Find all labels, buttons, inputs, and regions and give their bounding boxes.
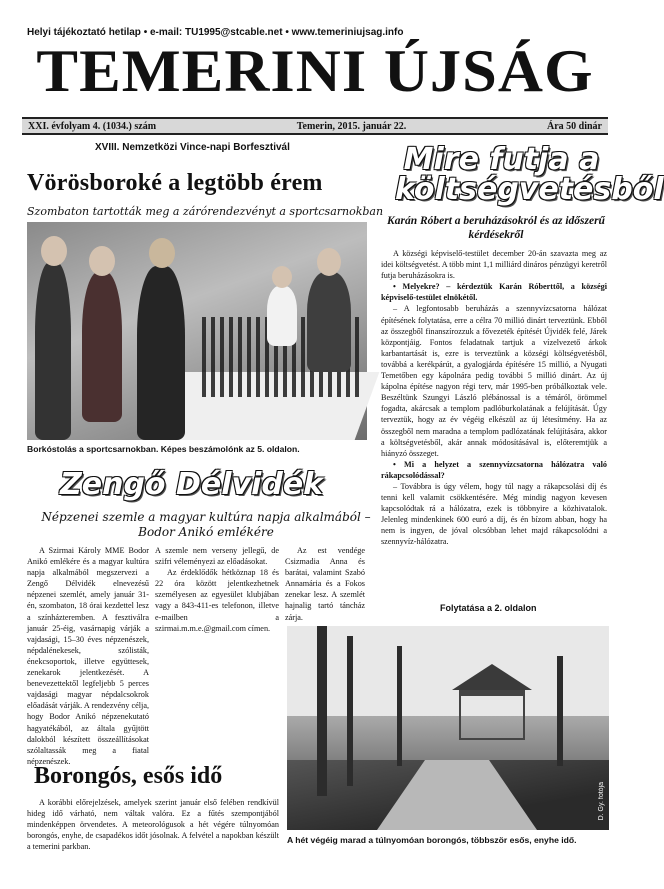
photo-head xyxy=(272,266,292,288)
budget-headline xyxy=(395,142,664,207)
photo-tree xyxy=(397,646,402,766)
budget-paragraph: – A legfontosabb beruházás a szennyvízcsatorna hálózat építésének folytatása, erre a célra 70 millió dinárt terveztünk. Ebből az összegből finanszírozzuk a fővezeték építését Újvidék felé, Járek központjáig. Fontos feladatnak tartjuk a vízelvezető árkok karbantartását is, ezre is terveztünk a községi költségvetésből, továbbá a kerékpárút, a gyalogjárda építésére 15 millió, a Nyugati Temetőben egy kápolnára pedig további 5 millió dinárt. Az új kápolna építése nagyon régi terv, már 1995-ben próbálkoztak vele. Beszéltünk Szungyi László plébánossal is a témáról, örömmel fogadta, akárcsak a templom padlóburkolatának a felújítását. Úgy terveztük, hogy az év végéig elkészül az új létesítmény. Ha az összegből nem maradna a templom padlózatának felújítására, akkor a költségvetésből, akár annak módosításával is, előteremtjük a hiányzó összeget. xyxy=(381,304,607,458)
wine-subhead: Szombaton tartották meg a zárórendezvényt a sportcsarnokban xyxy=(27,205,384,218)
continued-notice: Folytatása a 2. oldalon xyxy=(440,603,537,613)
budget-paragraph: A községi képviselő-testület december 20-án szavazta meg az idei költségvetést. A több mint 1,1 milliárd dináros pénzügyi keretről futja beruházásokra is. xyxy=(381,249,607,281)
issue-date: Temerin, 2015. január 22. xyxy=(296,120,407,132)
zengo-column-1 xyxy=(27,545,149,767)
photo-person xyxy=(35,262,71,440)
budget-question: • Mi a helyzet a szennyvízcsatorna hálózatra való rákapcsolódással? xyxy=(381,459,607,480)
issue-info-bar xyxy=(22,117,608,135)
masthead-info-line: Helyi tájékoztató hetilap • e-mail: TU1995@stcable.net • www.temeriniujsag.info xyxy=(27,27,404,38)
zengo-paragraph: Az est vendége Csizmadia Anna és barátai, valamint Szabó Annamária és a Fokos zenekar lesz. A szemlét hajnalig tartó táncház zárja. xyxy=(285,546,365,622)
photo-person xyxy=(307,272,351,372)
budget-headline-line1: Mire futja a xyxy=(403,142,600,177)
issue-price: Ára 50 dinár xyxy=(547,120,602,132)
photo-person xyxy=(137,266,185,440)
zengo-subhead: Népzenei szemle a magyar kultúra napja alkalmából – Bodor Anikó emlékére xyxy=(41,510,371,539)
zengo-headline: Zengő Délvidék xyxy=(60,467,324,502)
budget-paragraph: – Továbbra is úgy vélem, hogy túl nagy a rákapcsolási díj és tenni kell valamit csökkentésére. Még mindig nagyon kevesen kapcsolódtak rá a hálózatra, ezek is többnyire a közhivatalok. Jelenleg mindenkinek 600 euró a díj, és én bízom abban, hogy ha nem is ingyen, de jóval olcsóbban lehet majd rákapcsolódni a szennyvíz-hálózatra. xyxy=(381,481,607,547)
park-photo xyxy=(287,626,609,830)
wine-tasting-photo xyxy=(27,222,367,440)
photo-person xyxy=(82,272,122,422)
photo-head xyxy=(317,248,341,276)
photo-head xyxy=(41,236,67,266)
weather-headline: Borongós, esős idő xyxy=(34,763,223,789)
photo-head xyxy=(89,246,115,276)
budget-subhead: Karán Róbert a beruházásokról és az időszerű kérdésekről xyxy=(387,215,605,241)
zengo-column-3 xyxy=(285,545,365,623)
photo-person xyxy=(267,286,297,346)
zengo-paragraph: A Szirmai Károly MME Bodor Anikó emlékére és a magyar kultúra napja alkalmából megszervezi a Zengő Délvidék elnevezésű népzenei szemlét, amely január 31-én, szombaton, 18 órai kezdettel lesz a színházteremben. A fesztiválra január 25-éig, vasárnapig várják a vajdasági, 15–30 éves népzenészek, népdalénekesek, szólisták, énekcsoportok, illetve együttesek, zenekarok jelentkezését. A benevezettektől legfeljebb 5 perces vajdasági magyar népdalcsokrok előadását várják. A rendezvény célja, hogy Bodor Anikó népzenekutató hagyatékából, az általa gyűjtött dalokból készített összeállításokat szólaltassák meg a fiatal népzenészek. xyxy=(27,546,149,766)
wine-headline: Vörösboroké a legtöbb érem xyxy=(27,170,323,196)
wine-photo-caption: Borkóstolás a sportcsarnokban. Képes beszámolónk az 5. oldalon. xyxy=(27,444,300,454)
budget-column xyxy=(381,248,607,548)
budget-headline-line2: költségvetésből xyxy=(395,172,664,207)
issue-number: XXI. évfolyam 4. (1034.) szám xyxy=(28,120,157,132)
zengo-paragraph: A szemle nem verseny jellegű, de szifri véleményezi az előadásokat. xyxy=(155,546,279,567)
park-photo-caption: A hét végéig marad a túlnyomóan borongós, többször esős, enyhe idő. xyxy=(287,835,577,845)
zengo-paragraph: Az érdeklődők hétköznap 18 és 22 óra között jelentkezhetnek személyesen az egyesület klubjában vagy a 843-411-es telefonon, illetve e-mailben a szirmai.m.m.e.@gmail.com címen. xyxy=(155,568,279,633)
zengo-column-2 xyxy=(155,545,279,634)
photo-tree xyxy=(317,626,327,796)
photo-tree xyxy=(347,636,353,786)
photo-head xyxy=(149,238,175,268)
newspaper-title: TEMERINI ÚJSÁG xyxy=(36,38,594,104)
photo-tree xyxy=(557,656,563,766)
weather-paragraph: A korábbi előrejelzések, amelyek szerint január első felében rendkívül hideg idő várható, nem váltak valóra. Ez a fűtés szempontjából mindenképpen örvendetes. A meteorológusok a hét végére túlnyomóan borongós, enyhe, de csapadékos időt jósolnak. A felvétel a napokban készült a temerini parkban. xyxy=(27,798,279,852)
photo-credit: D. Gy. fotója xyxy=(598,781,605,820)
budget-question: • Melyekre? – kérdeztük Karán Róberttől, a községi képviselő-testület elnökétől. xyxy=(381,282,607,303)
wine-kicker: XVIII. Nemzetközi Vince-napi Borfesztivál xyxy=(95,142,290,153)
weather-column xyxy=(27,797,279,852)
photo-gazebo xyxy=(459,690,525,740)
